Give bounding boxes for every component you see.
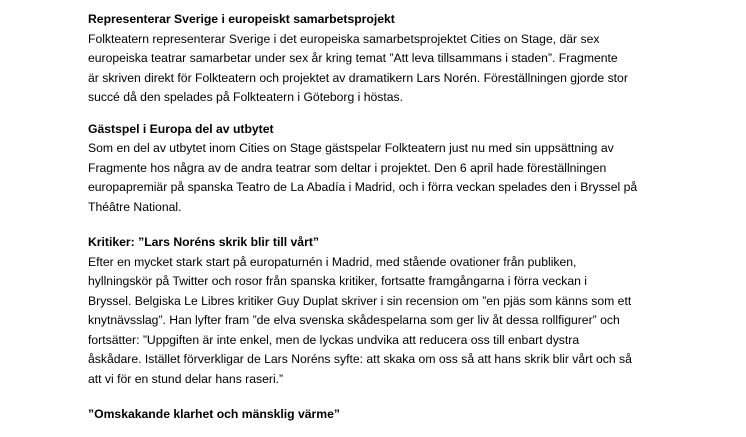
section-heading: ”Omskakande klarhet och mänsklig värme” bbox=[88, 407, 340, 421]
section-heading: Gästspel i Europa del av utbytet bbox=[88, 121, 274, 136]
paragraph-line: hyllningskör på Twitter och rosor från spanska kritiker, fortsatte framgångarna i förra veckan i bbox=[88, 274, 588, 288]
section-representation bbox=[88, 10, 688, 108]
paragraph-line: att vi för en stund delar hans raseri.” bbox=[88, 371, 284, 386]
section-clarity bbox=[88, 405, 688, 425]
paragraph-line: Théâtre National. bbox=[88, 199, 182, 214]
paragraph-line: är skriven direkt för Folkteatern och projektet av dramatikern Lars Norén. Föreställningen gjorde stor bbox=[88, 70, 628, 85]
paragraph-line: knytnävsslag”. Han lyfter fram ”de elva svenska skådespelarna som ger liv åt dessa rollfigurer” och bbox=[88, 313, 620, 327]
paragraph-line: Bryssel. Belgiska Le Libres kritiker Guy Duplat skriver i sin recension om ”en pjäs som känns som ett bbox=[88, 293, 632, 308]
section-heading: Representerar Sverige i europeiskt samarbetsprojekt bbox=[88, 12, 395, 26]
section-critics bbox=[88, 233, 688, 389]
paragraph-line: Fragmente hos några av de andra teatrar som deltar i projektet. Den 6 april hade föreställningen bbox=[88, 160, 607, 175]
paragraph-line: succé då den spelades på Folkteatern i Göteborg i höstas. bbox=[88, 90, 404, 104]
paragraph-line: fortsätter: ”Uppgiften är inte enkel, men de lyckas undvika att reducera oss till enbart dystra bbox=[88, 332, 580, 347]
paragraph-line: europapremiär på spanska Teatro de La Abadía i Madrid, och i förra veckan spelades den i Bryssel på bbox=[88, 180, 638, 194]
paragraph-line: Folkteatern representerar Sverige i det europeiska samarbetsprojektet Cities on Stage, där sex bbox=[88, 31, 600, 46]
section-guest-performance bbox=[88, 120, 688, 218]
section-heading: Kritiker: ”Lars Noréns skrik blir till vårt” bbox=[88, 235, 319, 249]
paragraph-line: Som en del av utbytet inom Cities on Stage gästspelar Folkteatern just nu med sin uppsättning av bbox=[88, 141, 614, 155]
paragraph-line: europeiska teatrar samarbetar under sex år kring temat ”Att leva tillsammans i staden”. Fragmente bbox=[88, 51, 618, 65]
section-paragraph bbox=[88, 253, 688, 390]
paragraph-line: åskådare. Istället förverkligar de Lars Noréns syfte: att skaka om oss så att hans skrik blir vårt och så bbox=[88, 352, 632, 366]
section-paragraph bbox=[88, 30, 688, 108]
document-page bbox=[88, 10, 688, 437]
section-paragraph bbox=[88, 139, 688, 217]
paragraph-line: Efter en mycket stark start på europaturnén i Madrid, med stående ovationer från publiken, bbox=[88, 254, 577, 269]
